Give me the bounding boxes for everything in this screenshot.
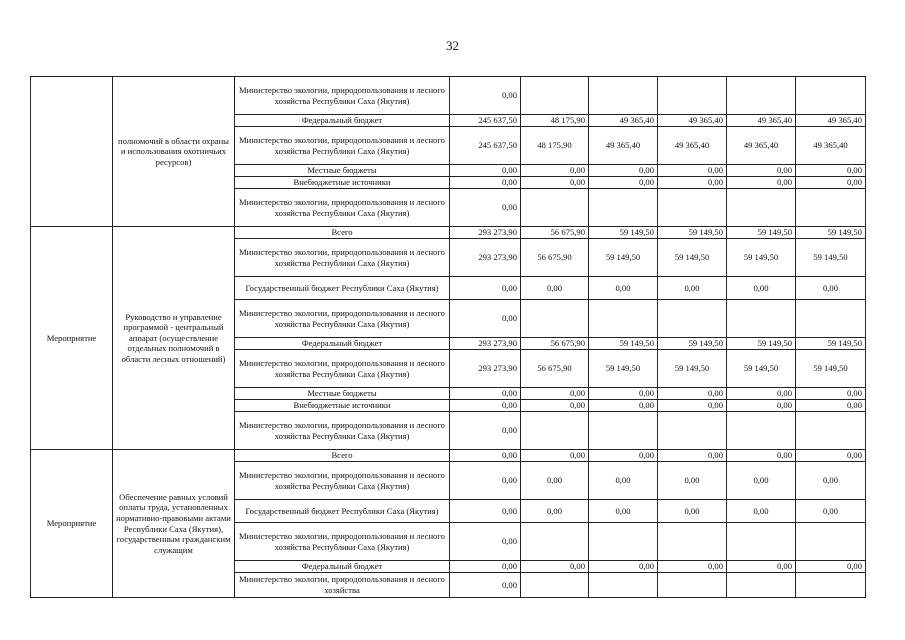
empty-cell	[658, 77, 727, 115]
year-amount-cell: 59 149,50	[796, 350, 866, 388]
year-amount-cell: 0,00	[796, 277, 866, 300]
year-amount-cell: 59 149,50	[658, 239, 727, 277]
year-amount-cell: 0,00	[727, 165, 796, 177]
funding-source-cell: Министерство экологии, природопользования и лесного хозяйства Республики Саха (Якутия)	[235, 350, 450, 388]
total-amount-cell: 0,00	[450, 450, 521, 462]
year-amount-cell: 0,00	[658, 450, 727, 462]
year-amount-cell: 0,00	[727, 277, 796, 300]
year-amount-cell: 59 149,50	[796, 227, 866, 239]
empty-cell	[658, 573, 727, 598]
total-amount-cell: 293 273,90	[450, 227, 521, 239]
year-amount-cell: 49 365,40	[589, 127, 658, 165]
funding-source-cell: Местные бюджеты	[235, 388, 450, 400]
year-amount-cell: 0,00	[727, 561, 796, 573]
year-amount-cell: 49 365,40	[589, 115, 658, 127]
year-amount-cell: 0,00	[796, 462, 866, 500]
empty-cell	[727, 189, 796, 227]
year-amount-cell: 56 675,90	[521, 239, 589, 277]
funding-source-cell: Внебюджетные источники	[235, 177, 450, 189]
year-amount-cell: 0,00	[658, 561, 727, 573]
funding-source-cell: Министерство экологии, природопользования и лесного хозяйства Республики Саха (Якутия)	[235, 523, 450, 561]
empty-cell	[521, 412, 589, 450]
measure-name-cell: полномочий в области охраны и использования охотничьих ресурсов)	[113, 77, 235, 227]
table-row	[31, 227, 866, 239]
funding-source-cell: Министерство экологии, природопользования и лесного хозяйства Республики Саха (Якутия)	[235, 127, 450, 165]
year-amount-cell: 49 365,40	[658, 127, 727, 165]
funding-source-cell: Государственный бюджет Республики Саха (Якутия)	[235, 500, 450, 523]
year-amount-cell: 0,00	[796, 450, 866, 462]
year-amount-cell: 59 149,50	[727, 239, 796, 277]
empty-cell	[796, 573, 866, 598]
empty-cell	[727, 523, 796, 561]
year-amount-cell: 59 149,50	[727, 338, 796, 350]
year-amount-cell: 0,00	[589, 561, 658, 573]
year-amount-cell: 49 365,40	[796, 127, 866, 165]
year-amount-cell: 0,00	[589, 165, 658, 177]
funding-source-cell: Министерство экологии, природопользования и лесного хозяйства Республики Саха (Якутия)	[235, 412, 450, 450]
year-amount-cell: 0,00	[796, 400, 866, 412]
measure-type-cell	[31, 77, 113, 227]
funding-source-cell: Внебюджетные источники	[235, 400, 450, 412]
year-amount-cell: 49 365,40	[727, 115, 796, 127]
year-amount-cell: 0,00	[796, 165, 866, 177]
year-amount-cell: 0,00	[658, 462, 727, 500]
empty-cell	[658, 300, 727, 338]
year-amount-cell: 0,00	[589, 177, 658, 189]
year-amount-cell: 0,00	[589, 277, 658, 300]
total-amount-cell: 0,00	[450, 277, 521, 300]
year-amount-cell: 49 365,40	[727, 127, 796, 165]
year-amount-cell: 0,00	[727, 177, 796, 189]
funding-source-cell: Министерство экологии, природопользования и лесного хозяйства Республики Саха (Якутия)	[235, 462, 450, 500]
funding-source-cell: Федеральный бюджет	[235, 561, 450, 573]
empty-cell	[589, 523, 658, 561]
empty-cell	[521, 300, 589, 338]
measure-name-cell: Обеспечение равных условий оплаты труда, установленных нормативно-правовыми актами Республики Саха (Якутия), государственным гражданским служащим	[113, 450, 235, 598]
year-amount-cell: 0,00	[658, 277, 727, 300]
year-amount-cell: 59 149,50	[589, 350, 658, 388]
year-amount-cell: 0,00	[796, 561, 866, 573]
empty-cell	[796, 300, 866, 338]
year-amount-cell: 59 149,50	[727, 350, 796, 388]
total-amount-cell: 0,00	[450, 400, 521, 412]
year-amount-cell: 0,00	[658, 165, 727, 177]
year-amount-cell: 0,00	[727, 388, 796, 400]
empty-cell	[658, 412, 727, 450]
year-amount-cell: 0,00	[658, 400, 727, 412]
year-amount-cell: 59 149,50	[796, 338, 866, 350]
page-number: 32	[446, 38, 459, 53]
funding-source-cell: Всего	[235, 450, 450, 462]
year-amount-cell: 0,00	[521, 561, 589, 573]
table-body	[31, 77, 866, 598]
funding-source-cell: Государственный бюджет Республики Саха (Якутия)	[235, 277, 450, 300]
total-amount-cell: 0,00	[450, 523, 521, 561]
empty-cell	[589, 300, 658, 338]
year-amount-cell: 0,00	[521, 177, 589, 189]
year-amount-cell: 48 175,90	[521, 127, 589, 165]
measure-name-cell: Руководство и управление программой - центральный аппарат (осуществление отдельных полномочий в области лесных отношений)	[113, 227, 235, 450]
year-amount-cell: 0,00	[658, 177, 727, 189]
empty-cell	[589, 412, 658, 450]
year-amount-cell: 59 149,50	[589, 338, 658, 350]
year-amount-cell: 0,00	[521, 400, 589, 412]
year-amount-cell: 0,00	[727, 400, 796, 412]
funding-source-cell: Федеральный бюджет	[235, 115, 450, 127]
year-amount-cell: 0,00	[589, 462, 658, 500]
empty-cell	[727, 300, 796, 338]
empty-cell	[589, 573, 658, 598]
total-amount-cell: 0,00	[450, 573, 521, 598]
table-row	[31, 77, 866, 115]
year-amount-cell: 0,00	[727, 462, 796, 500]
year-amount-cell: 0,00	[589, 400, 658, 412]
year-amount-cell: 0,00	[727, 450, 796, 462]
total-amount-cell: 0,00	[450, 165, 521, 177]
empty-cell	[658, 523, 727, 561]
year-amount-cell: 0,00	[521, 500, 589, 523]
total-amount-cell: 0,00	[450, 561, 521, 573]
empty-cell	[521, 573, 589, 598]
year-amount-cell: 0,00	[521, 165, 589, 177]
year-amount-cell: 0,00	[658, 500, 727, 523]
total-amount-cell: 245 637,50	[450, 127, 521, 165]
year-amount-cell: 59 149,50	[658, 227, 727, 239]
year-amount-cell: 0,00	[521, 388, 589, 400]
year-amount-cell: 59 149,50	[658, 338, 727, 350]
year-amount-cell: 59 149,50	[589, 239, 658, 277]
empty-cell	[796, 412, 866, 450]
year-amount-cell: 0,00	[521, 462, 589, 500]
empty-cell	[589, 77, 658, 115]
measure-type-cell: Мероприятие	[31, 450, 113, 598]
funding-source-cell: Министерство экологии, природопользования и лесного хозяйства Республики Саха (Якутия)	[235, 189, 450, 227]
year-amount-cell: 59 149,50	[727, 227, 796, 239]
total-amount-cell: 0,00	[450, 500, 521, 523]
funding-source-cell: Всего	[235, 227, 450, 239]
year-amount-cell: 0,00	[796, 177, 866, 189]
year-amount-cell: 0,00	[658, 388, 727, 400]
year-amount-cell: 0,00	[589, 500, 658, 523]
total-amount-cell: 293 273,90	[450, 350, 521, 388]
year-amount-cell: 49 365,40	[658, 115, 727, 127]
total-amount-cell: 0,00	[450, 177, 521, 189]
total-amount-cell: 0,00	[450, 189, 521, 227]
empty-cell	[727, 77, 796, 115]
empty-cell	[727, 573, 796, 598]
funding-source-cell: Министерство экологии, природопользования и лесного хозяйства Республики Саха (Якутия)	[235, 300, 450, 338]
total-amount-cell: 293 273,90	[450, 338, 521, 350]
total-amount-cell: 0,00	[450, 300, 521, 338]
year-amount-cell: 56 675,90	[521, 227, 589, 239]
empty-cell	[521, 77, 589, 115]
year-amount-cell: 49 365,40	[796, 115, 866, 127]
funding-source-cell: Федеральный бюджет	[235, 338, 450, 350]
funding-source-cell: Местные бюджеты	[235, 165, 450, 177]
year-amount-cell: 0,00	[727, 500, 796, 523]
funding-source-cell: Министерство экологии, природопользования и лесного хозяйства Республики Саха (Якутия)	[235, 239, 450, 277]
year-amount-cell: 0,00	[521, 277, 589, 300]
funding-source-cell: Министерство экологии, природопользования и лесного хозяйства Республики Саха (Якутия)	[235, 77, 450, 115]
year-amount-cell: 56 675,90	[521, 350, 589, 388]
total-amount-cell: 0,00	[450, 412, 521, 450]
year-amount-cell: 0,00	[589, 388, 658, 400]
empty-cell	[521, 189, 589, 227]
year-amount-cell: 56 675,90	[521, 338, 589, 350]
budget-table	[30, 76, 866, 598]
empty-cell	[589, 189, 658, 227]
year-amount-cell: 0,00	[796, 388, 866, 400]
empty-cell	[796, 523, 866, 561]
year-amount-cell: 59 149,50	[589, 227, 658, 239]
total-amount-cell: 0,00	[450, 388, 521, 400]
table-row	[31, 450, 866, 462]
year-amount-cell: 59 149,50	[658, 350, 727, 388]
year-amount-cell: 0,00	[521, 450, 589, 462]
total-amount-cell: 293 273,90	[450, 239, 521, 277]
year-amount-cell: 59 149,50	[796, 239, 866, 277]
year-amount-cell: 0,00	[589, 450, 658, 462]
measure-type-cell: Мероприятие	[31, 227, 113, 450]
empty-cell	[658, 189, 727, 227]
total-amount-cell: 0,00	[450, 77, 521, 115]
empty-cell	[796, 77, 866, 115]
empty-cell	[796, 189, 866, 227]
total-amount-cell: 245 637,50	[450, 115, 521, 127]
funding-source-cell: Министерство экологии, природопользования и лесного хозяйства	[235, 573, 450, 598]
empty-cell	[727, 412, 796, 450]
total-amount-cell: 0,00	[450, 462, 521, 500]
year-amount-cell: 0,00	[796, 500, 866, 523]
year-amount-cell: 48 175,90	[521, 115, 589, 127]
empty-cell	[521, 523, 589, 561]
